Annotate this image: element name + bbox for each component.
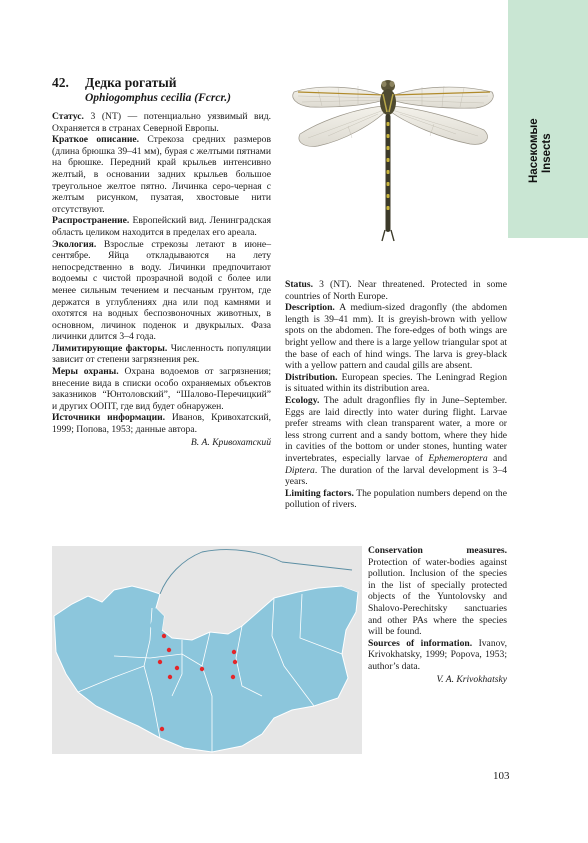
- limiting-paragraph-ru: [52, 343, 271, 366]
- distribution-map: [52, 546, 362, 754]
- record-location-dot: [232, 650, 236, 654]
- ecology-text-and: and: [487, 452, 507, 464]
- sources-heading-en: Sources of information.: [368, 637, 473, 649]
- section-tab-label: [528, 118, 554, 183]
- distribution-heading-en: Distribution.: [285, 371, 338, 383]
- hind-wing-left: [299, 106, 385, 146]
- record-location-dot: [168, 675, 172, 679]
- status-text-en: 3 (NT). Near threatened. Protected in some countries of North Europe.: [285, 279, 507, 302]
- distribution-text-en: European species. The Leningrad Region is situated within its distribution area.: [285, 371, 507, 395]
- species-number: 42.: [52, 75, 69, 90]
- map-graphic: [52, 546, 362, 754]
- taxon-ephemeroptera: Ephemeroptera: [428, 452, 488, 464]
- text-column-ru: [52, 111, 271, 448]
- record-location-dot: [233, 660, 237, 664]
- description-heading-ru: Краткое описание.: [52, 134, 140, 146]
- sources-text-ru: Иванов, Кривохатский, 1999; Попова, 1953; данные автора.: [52, 412, 271, 436]
- author-en: V. A. Krivokhatsky: [436, 673, 507, 685]
- limiting-text-ru: Численность популяции зависит от степени загрязнения рек.: [52, 342, 271, 366]
- status-heading-ru: Статус.: [52, 111, 84, 122]
- limiting-text-en: The population numbers depend on the pollution of rivers.: [285, 487, 507, 511]
- limiting-heading-en: Limiting factors.: [285, 487, 354, 499]
- description-paragraph-en: [285, 302, 507, 372]
- description-text-ru: Стрекоза средних размеров (длина брюшка 39–41 мм), бурая с желтыми пятнами на брюшке. Передний край крыльев интенсивно желтый, в основании задних крыльев большое треугольное желтое пятно. Личинка серо-черная с желтым рисунком, пузатая, хвостовые нити отсутствуют.: [52, 134, 271, 215]
- record-location-dot: [231, 675, 235, 679]
- distribution-paragraph-en: [285, 372, 507, 395]
- limiting-paragraph-en: [285, 488, 507, 511]
- distribution-heading-ru: Распространение.: [52, 215, 130, 227]
- description-paragraph-ru: [52, 134, 271, 215]
- limiting-heading-ru: Лимитирующие факторы.: [52, 342, 168, 354]
- dragonfly-illustration: [288, 78, 500, 244]
- conservation-paragraph-en: [368, 545, 507, 638]
- status-text-ru: 3 (NT) — потенциально уязвимый вид. Охраняется в странах Северной Европы.: [52, 111, 271, 134]
- record-location-dot: [162, 634, 166, 638]
- record-location-dot: [200, 667, 204, 671]
- ecology-text-en: The adult dragonflies fly in June–September. Eggs are laid directly into water during flight. Larvae prefer streams with clean transparent water, a more or less strong current and a sandy bottom, where they hide in cavities of the bottom or under stones, hunting water invertebrates, especially larvae of: [285, 394, 507, 464]
- species-name-latin: Ophiogomphus cecilia (Fcrcr.): [85, 92, 231, 104]
- ecology-text-ru: Взрослые стрекозы летают в июне–сентябре. Яйца откладываются на лету непосредственно в воду. Личинки предпочитают водоемы с чистой прозрачной водой с более или менее сильным течением и песчаным грунтом, где держатся в углублениях дна или под камнями и охотятся на водных беспозвоночных животных, в основном, личинок поденок и двукрылых. Фаза личинки длится 3–4 года.: [52, 238, 271, 343]
- ecology-heading-en: Ecology.: [285, 394, 320, 406]
- conservation-text-ru: Охрана водоемов от загрязнения; внесение вида в списки особо охраняемых объектов заказников “Юнтоловский”, “Шалово-Перечицкий” и других ООПТ, где вид будет обнаружен.: [52, 366, 271, 412]
- record-location-dot: [160, 727, 164, 731]
- page-number: 103: [493, 770, 510, 782]
- conservation-paragraph-ru: [52, 366, 271, 412]
- sources-heading-ru: Источники информации.: [52, 412, 166, 424]
- text-column-en-lower: [368, 545, 507, 685]
- sources-paragraph-en: [368, 638, 507, 673]
- description-heading-en: Description.: [285, 302, 335, 314]
- sources-paragraph-ru: [52, 412, 271, 435]
- distribution-text-ru: Европейский вид. Ленинградская область целиком находится в пределах его ареала.: [52, 215, 271, 238]
- species-name-ru: Дедка рогатый: [85, 75, 177, 90]
- distribution-paragraph-ru: [52, 215, 271, 238]
- ecology-text-end: . The duration of the larval development is 3–4 years.: [285, 464, 507, 488]
- status-paragraph-ru: [52, 111, 271, 134]
- conservation-text-en: Protection of water-bodies against pollution. Inclusion of the species in the list of specially protected objects of the Yuntolovsky and Shalovo-Perechitsky sanctuaries and other PAs where the species will be found.: [368, 556, 507, 638]
- section-tab: [508, 0, 588, 238]
- description-text-en: A medium-sized dragonfly (the abdomen length is 39–41 mm). It is greyish-brown with yellow spots on the abdomen. The fore-edges of both wings are bright yellow and there is a large yellow triangular spot at the base of each of hind wings. The larva is grey-black with a yellow pattern and caudal gills are absent.: [285, 302, 508, 372]
- ecology-heading-ru: Экология.: [52, 238, 97, 250]
- conservation-heading-en: Conservation measures.: [368, 545, 507, 556]
- taxon-diptera: Diptera: [285, 464, 315, 476]
- record-location-dot: [158, 660, 162, 664]
- hind-wing-right: [391, 106, 488, 144]
- dragonfly-thorax: [380, 89, 396, 115]
- text-column-en: [285, 279, 507, 511]
- sources-text-en: Ivanov, Krivokhatsky, 1999; Popova, 1953; author’s data.: [368, 637, 507, 672]
- author-ru: В. А. Кривохатский: [190, 436, 271, 448]
- record-location-dot: [167, 648, 171, 652]
- leningrad-region-land: [54, 586, 358, 752]
- section-name-ru: Насекомые: [528, 118, 540, 183]
- ecology-paragraph-en: [285, 395, 507, 488]
- ecology-paragraph-ru: [52, 239, 271, 343]
- section-name-en: Insects: [541, 133, 553, 173]
- conservation-heading-ru: Меры охраны.: [52, 366, 119, 378]
- status-heading-en: Status.: [285, 279, 313, 290]
- status-paragraph-en: [285, 279, 507, 302]
- record-location-dot: [175, 666, 179, 670]
- species-title: [52, 75, 177, 90]
